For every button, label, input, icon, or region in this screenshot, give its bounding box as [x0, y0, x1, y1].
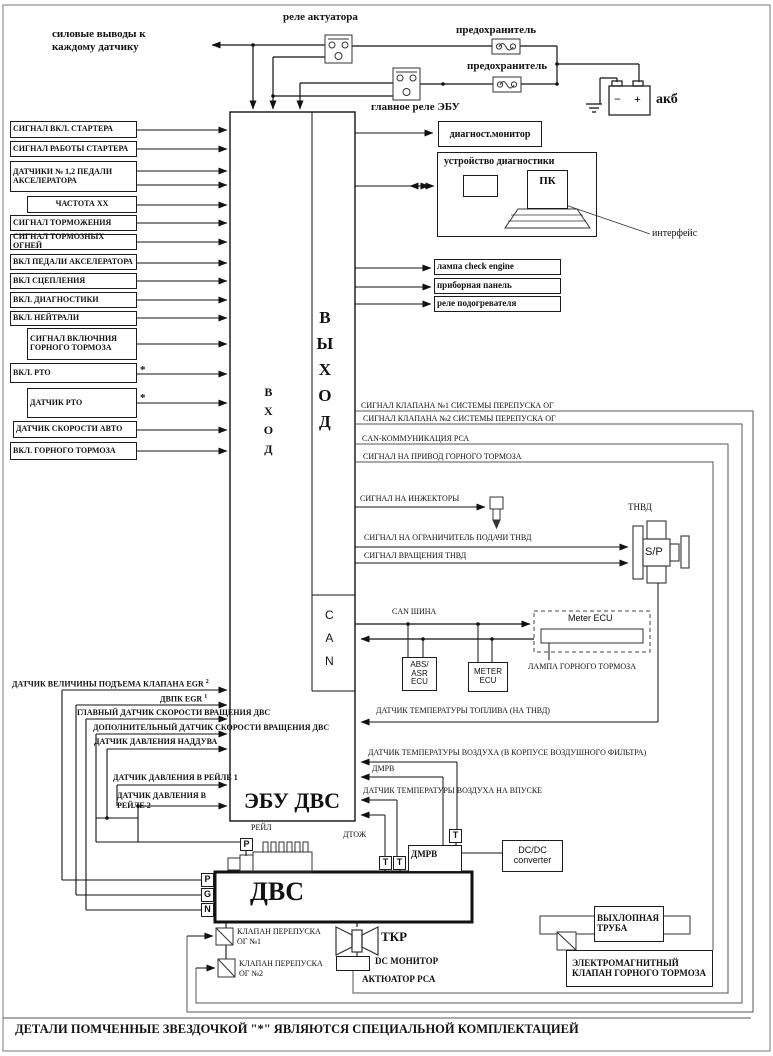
signal-valve1-label: СИГНАЛ КЛАПАНА №1 СИСТЕМЫ ПЕРЕПУСКА ОГ [361, 401, 554, 410]
t-sensor-airfilter: T [449, 829, 462, 843]
tnvd-label: ТНВД [628, 502, 652, 512]
main-speed-sensor-label: ГЛАВНЫЙ ДАТЧИК СКОРОСТИ ВРАЩЕНИЯ ДВС [77, 708, 271, 717]
signal-limiter-label: СИГНАЛ НА ОГРАНИЧИТЕЛЬ ПОДАЧИ ТНВД [364, 533, 532, 542]
can-bus-lines [355, 624, 534, 662]
main-ecu-relay-symbol [393, 68, 420, 100]
egr-lift-text: ДАТЧИК ВЕЛИЧИНЫ ПОДЪЕМА КЛАПАНА EGR [12, 679, 204, 689]
exhaust-pipe-box: ВЫХЛОПНАЯ ТРУБА [594, 906, 664, 942]
block-top-feeds [253, 45, 300, 109]
heater-relay-box: реле подогревателя [434, 296, 561, 312]
battery-plus: + [634, 92, 641, 106]
signal-injectors-label: СИГНАЛ НА ИНЖЕКТОРЫ [360, 494, 460, 503]
input-mountain-brake-on: ВКЛ. ГОРНОГО ТОРМОЗА [10, 442, 137, 460]
input-speed-sensor: ДАТЧИК СКОРОСТИ АВТО [13, 421, 137, 438]
tkr-label: ТКР [381, 929, 408, 944]
fuse2-label: предохранитель [467, 60, 548, 72]
rail-label: РЕЙЛ [251, 823, 272, 832]
star-pto-sensor: * [140, 392, 146, 404]
p-box: P [201, 873, 214, 887]
n-box: N [201, 903, 214, 917]
bypass-valve1-label: КЛАПАН ПЕРЕПУСКА ОГ №1 [237, 927, 321, 946]
battery-label: акб [656, 92, 678, 107]
abs-asr-ecu-box: ABS/ ASR ECU [402, 657, 437, 691]
dmrv-signal-label: ДМРВ [372, 764, 395, 773]
input-starter-run: СИГНАЛ РАБОТЫ СТАРТЕРА [10, 141, 137, 157]
input-arrows [137, 130, 227, 451]
output-arrows-top [355, 133, 434, 304]
signal-can-pca-label: CAN-КОММУНИКАЦИЯ РСА [362, 434, 470, 443]
actuator-relay-label: реле актуатора [283, 11, 358, 23]
input-pto-on: ВКЛ. РТО [10, 363, 137, 383]
intake-temp-label: ДАТЧИК ТЕМПЕРАТУРЫ ВОЗДУХА НА ВПУСКЕ [363, 786, 543, 795]
dvpk-egr-text: ДВПК EGR [160, 694, 203, 704]
power-leads-label: силовые выводы к каждому датчику [52, 28, 146, 54]
boost-pressure-label: ДАТЧИК ДАВЛЕНИЯ НАДДУВА [94, 737, 218, 746]
diag-adapter-box [463, 175, 498, 197]
actuator-relay-symbol [325, 35, 352, 63]
interface-label: интерфейс [652, 228, 698, 239]
turbo-symbol [336, 927, 378, 955]
sp-label: S/P [645, 546, 663, 558]
fuse1-symbol [492, 39, 520, 54]
star-pto-on: * [140, 364, 146, 376]
actuator-pca-label: АКТЮАТОР РСА [362, 974, 436, 984]
check-engine-lamp-box: лампа check engine [434, 259, 561, 275]
instrument-panel-box: приборная панель [434, 278, 561, 294]
rail-pressure-p-box: P [240, 838, 253, 851]
can-bus-label: CAN ШИНА [392, 607, 437, 616]
dcdc-converter-box: DC/DC converter [502, 840, 563, 872]
input-idle-freq: ЧАСТОТА ХХ [27, 196, 137, 213]
rail-pressure1-label: ДАТЧИК ДАВЛЕНИЯ В РЕЙЛЕ 1 [113, 773, 238, 782]
dvpk-egr-sup: 1 [204, 694, 208, 700]
input-starter-on: СИГНАЛ ВКЛ. СТАРТЕРА [10, 121, 137, 138]
add-speed-sensor-label: ДОПОЛНИТЕЛЬНЫЙ ДАТЧИК СКОРОСТИ ВРАЩЕНИЯ ДВС [93, 723, 330, 732]
diag-monitor-box: диагност.монитор [438, 121, 542, 147]
input-brake-lights: СИГНАЛ ТОРМОЗНЫХ ОГНЕЙ [10, 234, 137, 250]
t-sensor-intake: T [393, 856, 406, 870]
ecu-output-label: ВЫХОД [315, 308, 335, 438]
input-brake-signal: СИГНАЛ ТОРМОЖЕНИЯ [10, 215, 137, 231]
meter-ecu-unit-label: Meter ECU [568, 613, 613, 623]
fuse1-label: предохранитель [456, 24, 537, 36]
footer-note: ДЕТАЛИ ПОМЧЕННЫЕ ЗВЕЗДОЧКОЙ "*" ЯВЛЯЮТСЯ СПЕЦИАЛЬНОЙ КОМПЛЕКТАЦИЕЙ [15, 1022, 579, 1036]
input-clutch-on: ВКЛ СЦЕПЛЕНИЯ [10, 273, 137, 289]
ecu-can-label: CAN [322, 608, 337, 677]
input-accel-sensors: ДАТЧИКИ № 1,2 ПЕДАЛИ АКСЕЛЕРАТОРА [10, 161, 137, 192]
input-neutral-on: ВКЛ. НЕЙТРАЛИ [10, 311, 137, 326]
fuse2-symbol [493, 77, 521, 92]
bypass-valve2-label: КЛАПАН ПЕРЕПУСКА ОГ №2 [239, 959, 323, 978]
dmrv-box: ДМРВ [408, 845, 462, 872]
battery-minus: − [614, 92, 621, 106]
t-sensor-coolant: T [379, 856, 392, 870]
input-accel-pedal-on: ВКЛ ПЕДАЛИ АКСЕЛЕРАТОРА [10, 254, 137, 270]
g-box: G [201, 888, 214, 902]
main-ecu-relay-label: главное реле ЭБУ [371, 101, 460, 113]
dvpk-egr-label [160, 694, 207, 704]
injector-symbol [490, 497, 503, 528]
fuel-temp-label: ДАТЧИК ТЕМПЕРАТУРЫ ТОПЛИВА (НА ТНВД) [376, 706, 550, 715]
signal-valve2-label: СИГНАЛ КЛАПАНА №2 СИСТЕМЫ ПЕРЕПУСКА ОГ [363, 414, 556, 423]
ecu-input-label: ВХОД [261, 385, 276, 461]
signal-brake-drive-label: СИГНАЛ НА ПРИВОД ГОРНОГО ТОРМОЗА [363, 452, 522, 461]
input-pto-sensor: ДАТЧИК РТО [27, 388, 137, 418]
input-diag-on: ВКЛ. ДИАГНОСТИКИ [10, 292, 137, 308]
engine-label: ДВС [250, 877, 305, 906]
signal-rotation-label: СИГНАЛ ВРАЩЕНИЯ ТНВД [364, 551, 467, 560]
input-mountain-brake-signal: СИГНАЛ ВКЛЮЧНИЯ ГОРНОГО ТОРМОЗА [27, 328, 137, 360]
ecu-name-label: ЭБУ ДВС [244, 788, 341, 813]
air-filter-temp-label: ДАТЧИК ТЕМПЕРАТУРЫ ВОЗДУХА (В КОРПУСЕ ВОЗДУШНОГО ФИЛЬТРА) [368, 748, 647, 757]
dtozh-label: ДТОЖ [343, 830, 366, 839]
dc-monitor-label: DC МОНИТОР [375, 956, 439, 966]
egr-lift-sup: 2 [205, 679, 209, 685]
meter-ecu-box: METER ECU [468, 662, 508, 692]
brake-lamp-label: ЛАМПА ГОРНОГО ТОРМОЗА [528, 662, 636, 671]
diag-device-box: устройство диагностики [437, 152, 597, 237]
em-brake-valve-box: ЭЛЕКТРОМАГНИТНЫЙ КЛАПАН ГОРНОГО ТОРМОЗА [566, 950, 713, 987]
egr-lift-sensor-label [12, 679, 209, 689]
ground-symbol [586, 104, 602, 112]
pc-box: ПК [527, 170, 568, 209]
dc-monitor-box [336, 956, 370, 971]
rail-pressure2-label: ДАТЧИК ДАВЛЕНИЯ В РЕЙЛЕ 2 [117, 791, 206, 810]
